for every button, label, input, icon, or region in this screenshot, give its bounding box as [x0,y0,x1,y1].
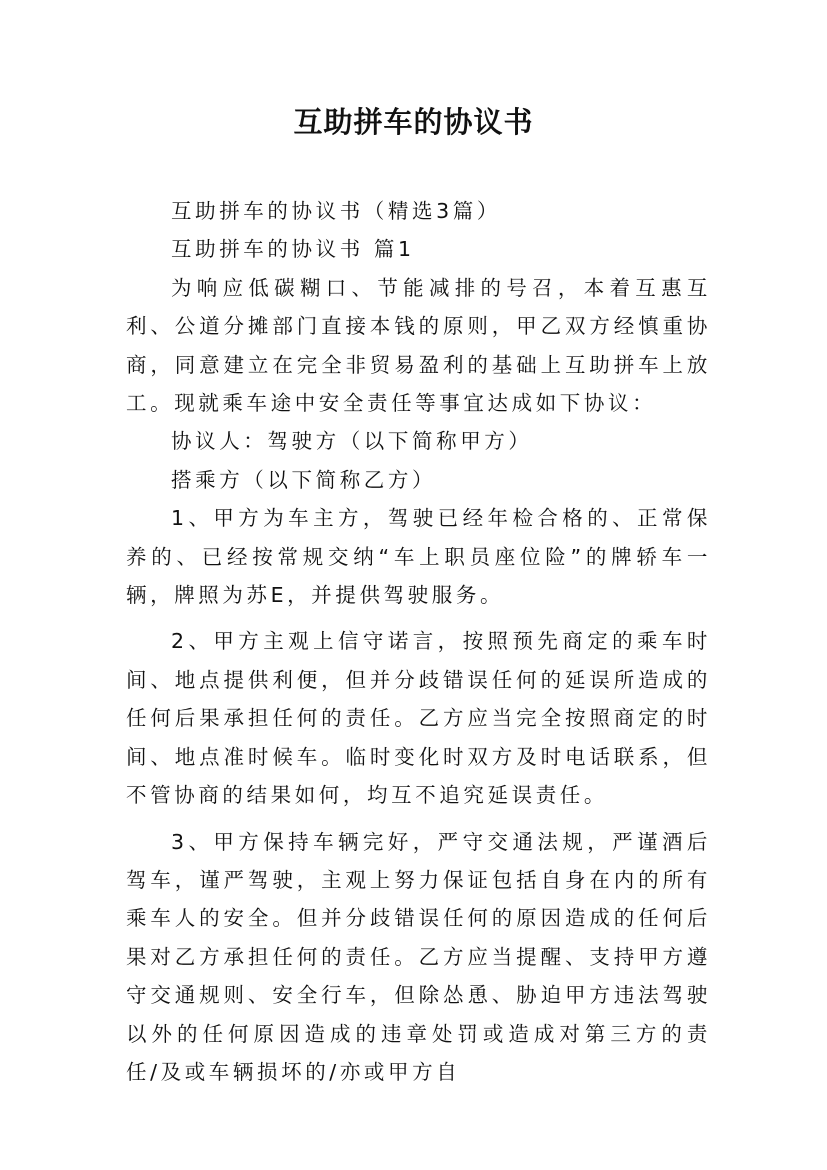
paragraph-clause-1: 1、甲方为车主方，驾驶已经年检合格的、正常保养的、已经按常规交纳“车上职员座位险”的牌轿车一辆，牌照为苏E，并提供驾驶服务。 [126,506,711,608]
paragraph-section-heading: 互助拼车的协议书 篇1 [171,237,415,262]
paragraph-intro: 为响应低碳糊口、节能减排的号召，本着互惠互利、公道分摊部门直接本钱的原则，甲乙双方经慎重协商，同意建立在完全非贸易盈利的基础上互助拼车上放工。现就乘车途中安全责任等事宜达成如下协议： [126,275,711,416]
paragraph-party-a: 协议人：驾驶方（以下简称甲方） [171,429,533,454]
document-body [126,192,711,1091]
paragraph-clause-2: 2、甲方主观上信守诺言，按照预先商定的乘车时间、地点提供利便，但并分歧错误任何的延误所造成的任何后果承担任何的责任。乙方应当完全按照商定的时间、地点准时候车。临时变化时双方及时电话联系，但不管协商的结果如何，均互不追究延误责任。 [126,629,711,808]
document-title: 互助拼车的协议书 [293,105,534,139]
paragraph-clause-3: 3、甲方保持车辆完好，严守交通法规，严谨酒后驾车，谨严驾驶，主观上努力保证包括自身在内的所有乘车人的安全。但并分歧错误任何的原因造成的任何后果对乙方承担任何的责任。乙方应当提醒、支持甲方遵守交通规则、安全行车，但除怂恿、胁迫甲方违法驾驶以外的任何原因造成的违章处罚或造成对第三方的责任/及或车辆损坏的/亦或甲方自 [126,829,711,1084]
paragraph-party-b: 搭乘方（以下简称乙方） [171,467,437,492]
paragraph-subtitle: 互助拼车的协议书（精选3篇） [171,199,501,223]
